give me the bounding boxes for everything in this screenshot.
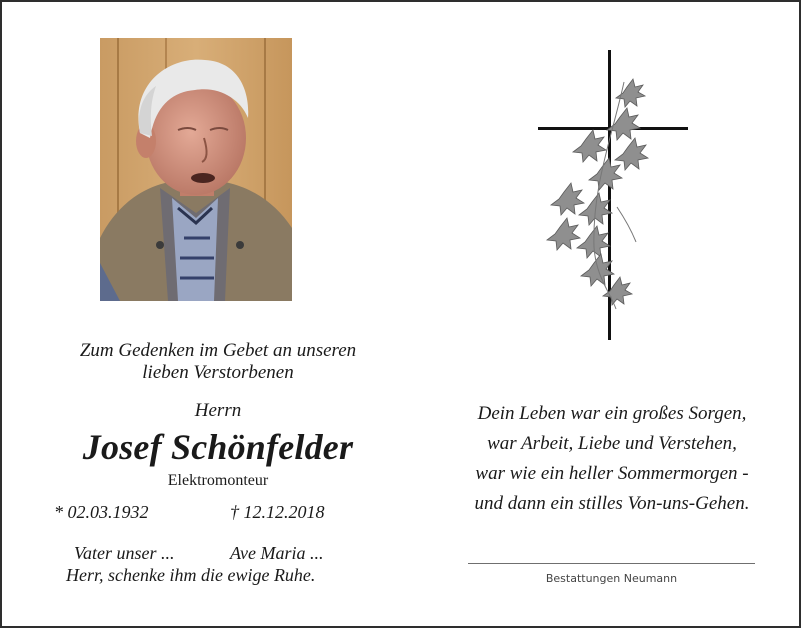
poem <box>442 399 782 519</box>
portrait-photo <box>100 38 292 301</box>
salutation: Herrn <box>194 400 242 421</box>
intro-line-2: lieben Verstorbenen <box>142 362 294 383</box>
poem-line-3: war wie ein heller Sommermorgen - <box>475 463 749 484</box>
divider-line <box>468 563 755 564</box>
poem-line-4: und dann ein stilles Von-uns-Gehen. <box>474 493 750 514</box>
deceased-name: Josef Schönfelder <box>82 427 354 467</box>
undertaker-name: Bestattungen Neumann <box>545 572 678 585</box>
birth-date: * 02.03.1932 <box>54 502 149 522</box>
occupation: Elektromonteur <box>167 472 269 489</box>
prayer-hail-mary: Ave Maria ... <box>230 543 324 563</box>
poem-line-2: war Arbeit, Liebe und Verstehen, <box>487 433 737 454</box>
intro-line-1: Zum Gedenken im Gebet an unseren <box>79 340 357 361</box>
death-date: † 12.12.2018 <box>230 502 325 522</box>
prayer-eternal-rest: Herr, schenke ihm die ewige Ruhe. <box>66 565 316 585</box>
cross-with-ivy-icon <box>532 47 692 352</box>
prayer-our-father: Vater unser ... <box>74 543 175 563</box>
poem-line-1: Dein Leben war ein großes Sorgen, <box>477 403 747 424</box>
